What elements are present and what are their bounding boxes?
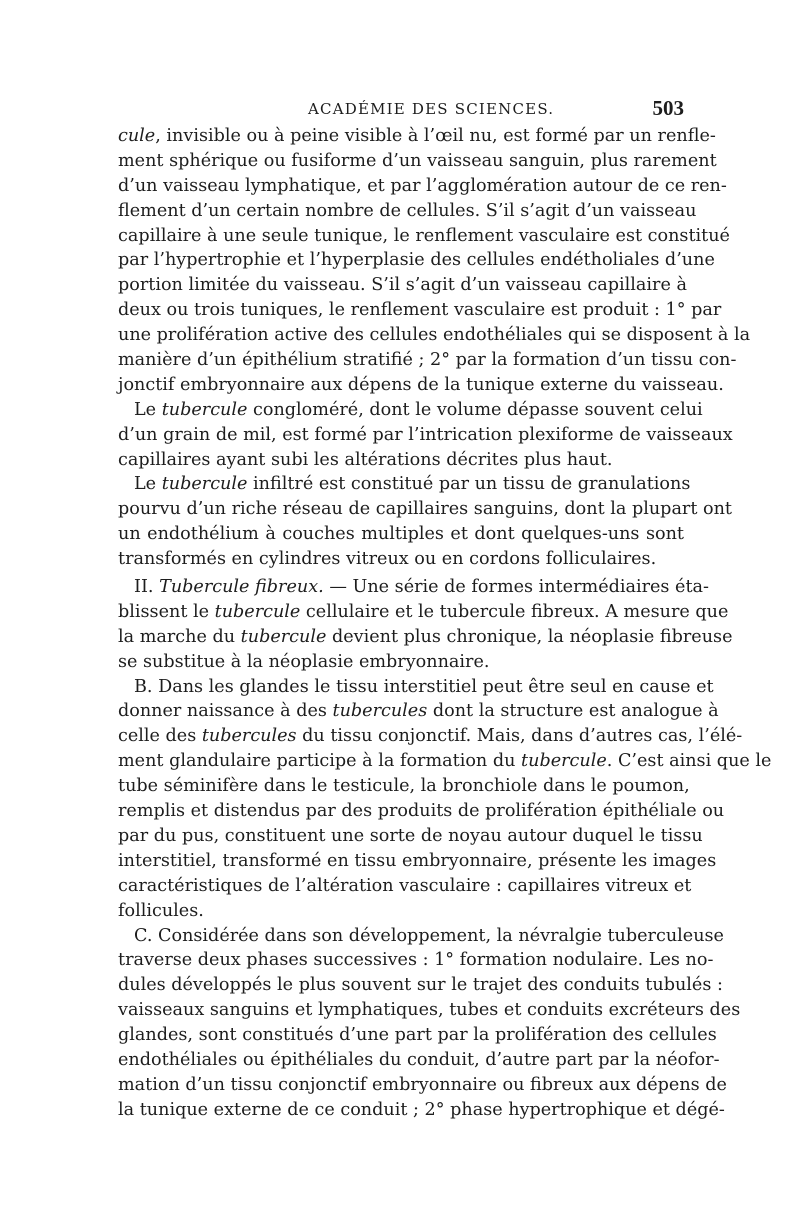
text-line: [118, 373, 724, 398]
text-run: se substitue à la néoplasie embryonnaire.: [118, 651, 490, 672]
text-run: infiltré est constitué par un tissu de granulations: [247, 474, 691, 495]
text-line: [118, 398, 703, 423]
text-run: Le: [134, 474, 162, 495]
page-number: 503: [652, 96, 684, 120]
text-run: devient plus chronique, la néoplasie fibreuse: [326, 626, 733, 647]
text-line: [118, 273, 687, 298]
text-run: celle des: [118, 726, 202, 747]
text-line: [118, 1048, 720, 1073]
italic-term: tubercule: [240, 626, 327, 647]
text-run: par du pus, constituent une sorte de noyau autour duquel le tissu: [118, 825, 703, 846]
text-line: [118, 1098, 725, 1123]
text-run: endothéliales ou épithéliales du conduit, d’autre part par la néofor-: [118, 1049, 720, 1070]
text-run: ment sphérique ou fusiforme d’un vaisseau sanguin, plus rarement: [118, 150, 717, 171]
text-line: [118, 323, 751, 348]
text-run: capillaire à une seule tunique, le renflement vasculaire est constitué: [118, 225, 730, 246]
text-run: , invisible ou à peine visible à l’œil nu, est formé par un renfle-: [155, 126, 716, 146]
italic-term: tubercule: [161, 399, 248, 420]
text-line: [118, 824, 703, 849]
text-run: dules développés le plus souvent sur le trajet des conduits tubulés :: [118, 975, 723, 996]
text-run: jonctif embryonnaire aux dépens de la tunique externe du vaisseau.: [118, 374, 724, 395]
text-line: [118, 298, 722, 323]
text-run: une prolifération active des cellules endothéliales qui se disposent à la: [118, 325, 751, 346]
text-run: . C’est ainsi que le: [606, 751, 772, 772]
text-line: [118, 348, 737, 373]
text-line: [118, 998, 741, 1023]
text-line: [118, 625, 733, 650]
text-line: [118, 699, 719, 724]
text-run: tube séminifère dans le testicule, la bronchiole dans le poumon,: [118, 776, 690, 797]
text-run: B. Dans les glandes le tissu interstitiel peut être seul en cause et: [134, 676, 714, 697]
text-run: flement d’un certain nombre de cellules. S’il s’agit d’un vaisseau: [118, 200, 697, 221]
text-run: vaisseaux sanguins et lymphatiques, tubes et conduits excréteurs des: [118, 1000, 741, 1021]
text-line: [118, 174, 727, 199]
italic-term: tubercule: [214, 601, 301, 622]
text-line: [118, 600, 729, 625]
text-run: follicules.: [118, 900, 204, 921]
italic-term: tubercules: [201, 726, 297, 747]
text-line: [118, 973, 723, 998]
text-run: manière d’un épithélium stratifié ; 2° par la formation d’un tissu con-: [118, 350, 737, 371]
text-run: pourvu d’un riche réseau de capillaires sanguins, dont la plupart ont: [118, 499, 732, 520]
italic-term: tubercules: [332, 701, 428, 722]
text-run: ment glandulaire participe à la formation du: [118, 751, 522, 772]
text-run: d’un vaisseau lymphatique, et par l’agglomération autour de ce ren-: [118, 175, 727, 196]
text-run: capillaires ayant subi les altérations décrites plus haut.: [118, 449, 613, 470]
text-run: la marche du: [118, 626, 241, 647]
text-run: blissent le: [118, 601, 215, 622]
text-line: [118, 224, 730, 249]
italic-term: cule: [118, 126, 156, 146]
text-line: [118, 149, 717, 174]
text-run: Le: [134, 399, 162, 420]
italic-term: Tubercule fibreux.: [159, 577, 324, 598]
text-line: [118, 448, 684, 473]
italic-term: tubercule: [161, 474, 248, 495]
text-line: [118, 724, 743, 749]
text-line: [118, 522, 684, 547]
text-run: par l’hypertrophie et l’hyperplasie des cellules endétholiales d’une: [118, 250, 715, 271]
text-run: dont la structure est analogue à: [427, 701, 719, 722]
text-line: [118, 650, 684, 675]
text-line: [118, 899, 684, 924]
text-run: cellulaire et le tubercule fibreux. A mesure que: [300, 601, 729, 622]
text-run: glandes, sont constitués d’une part par la prolifération des cellules: [118, 1025, 717, 1046]
text-line: [118, 199, 697, 224]
text-line: [118, 124, 716, 149]
text-run: un endothélium à couches multiples et dont quelques-uns sont: [118, 524, 684, 545]
text-line: [118, 774, 690, 799]
running-head: ACADÉMIE DES SCIENCES.: [308, 100, 555, 118]
text-line: [118, 849, 717, 874]
text-run: la tunique externe de ce conduit ; 2° phase hypertrophique et dégé-: [118, 1099, 725, 1120]
text-line: [118, 547, 684, 572]
text-line: [118, 575, 709, 600]
text-line: [118, 948, 714, 973]
text-run: mation d’un tissu conjonctif embryonnaire ou fibreux aux dépens de: [118, 1074, 727, 1095]
text-line: [118, 749, 772, 774]
text-run: traverse deux phases successives : 1° formation nodulaire. Les no-: [118, 950, 714, 971]
text-line: [118, 423, 733, 448]
text-run: transformés en cylindres vitreux ou en cordons folliculaires.: [118, 549, 657, 570]
page-header: [118, 96, 684, 124]
text-run: C. Considérée dans son développement, la névralgie tuberculeuse: [134, 925, 724, 946]
text-run: congloméré, dont le volume dépasse souvent celui: [247, 399, 703, 420]
text-line: [118, 874, 692, 899]
text-run: deux ou trois tuniques, le renflement vasculaire est produit : 1° par: [118, 300, 722, 321]
text-run: remplis et distendus par des produits de prolifération épithéliale ou: [118, 801, 725, 822]
text-run: — Une série de formes intermédiaires éta-: [323, 577, 709, 598]
text-run: caractéristiques de l’altération vasculaire : capillaires vitreux et: [118, 875, 692, 896]
text-line: [118, 799, 725, 824]
body-text: [118, 124, 772, 1123]
text-line: [118, 1023, 717, 1048]
text-run: du tissu conjonctif. Mais, dans d’autres cas, l’élé-: [296, 726, 743, 747]
text-line: [118, 675, 714, 700]
text-run: donner naissance à des: [118, 701, 333, 722]
italic-term: tubercule: [521, 751, 607, 772]
text-line: [118, 497, 732, 522]
text-line: [118, 924, 724, 949]
text-line: [118, 1073, 727, 1098]
text-run: portion limitée du vaisseau. S’il s’agit d’un vaisseau capillaire à: [118, 275, 687, 296]
text-run: II.: [134, 577, 160, 598]
text-line: [118, 472, 691, 497]
text-run: interstitiel, transformé en tissu embryonnaire, présente les images: [118, 850, 717, 871]
text-line: [118, 248, 715, 273]
text-run: d’un grain de mil, est formé par l’intrication plexiforme de vaisseaux: [118, 424, 733, 445]
